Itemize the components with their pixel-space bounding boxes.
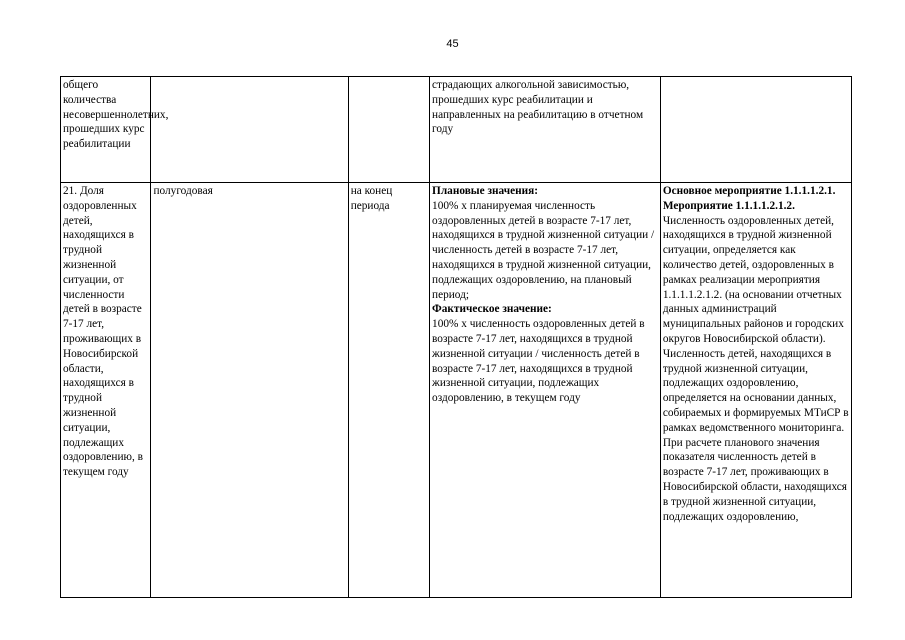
cell-method bbox=[660, 183, 851, 598]
planned-text: 100% x планируемая численность оздоровленных детей в возрасте 7-17 лет, находящихся в трудной жизненной ситуации / численность детей в возрасте 7-17 лет, находящихся в трудной жизненной ситуации, подлежащих оздоровлению, на плановый период; bbox=[432, 199, 657, 301]
cell-formula bbox=[430, 183, 661, 598]
cell-formula: страдающих алкогольной зависимостью, прошедших курс реабилитации и направленных на реабилитацию в отчетном году bbox=[430, 77, 661, 183]
main-event-heading: Основное мероприятие 1.1.1.1.2.1. bbox=[662, 185, 836, 197]
table-row bbox=[61, 77, 852, 183]
indicator-table bbox=[60, 76, 852, 598]
cell-indicator-name: общего количества несовершеннолетних, прошедших курс реабилитации bbox=[61, 77, 151, 183]
event-heading: Мероприятие 1.1.1.1.2.1.2. bbox=[662, 199, 795, 212]
cell-period-type: на конец периода bbox=[348, 183, 429, 598]
method-text: Численность оздоровленных детей, находящихся в трудной жизненной ситуации, определяется как количество детей, оздоровленных в рамках реализации мероприятия 1.1.1.1.2.1.2. (на основании отчетных данных администраций муниципальных районов и городских округов Новосибирской области). Численность детей, находящихся в трудной жизненной ситуации, подлежащих оздоровлению, определяется на основании данных, собираемых и формируемых МТиСР в рамках ведомственного мониторинга. При расчете планового значения показателя численность детей в возрасте 7-17 лет, проживающих в Новосибирской области, находящихся в трудной жизненной ситуации, подлежащих оздоровлению, bbox=[662, 214, 852, 523]
actual-heading: Фактическое значение: bbox=[432, 303, 552, 316]
cell-periodicity bbox=[151, 77, 348, 183]
page-number: 45 bbox=[446, 38, 459, 50]
planned-heading: Плановые значения: bbox=[432, 185, 538, 197]
table-row bbox=[61, 183, 852, 598]
actual-text: 100% x численность оздоровленных детей в возрасте 7-17 лет, находящихся в трудной жизненной ситуации / численность детей в возрасте 7-17 лет, находящихся в трудной жизненной ситуации, подлежащих оздоровлению, в текущем году bbox=[432, 318, 648, 405]
cell-method bbox=[660, 77, 851, 183]
cell-indicator-name: 21. Доля оздоровленных детей, находящихся в трудной жизненной ситуации, от численности детей в возрасте 7-17 лет, проживающих в Новосибирской области, находящихся в трудной жизненной ситуации, подлежащих оздоровлению, в текущем году bbox=[61, 183, 151, 598]
cell-periodicity: полугодовая bbox=[151, 183, 348, 598]
cell-period-type bbox=[348, 77, 429, 183]
